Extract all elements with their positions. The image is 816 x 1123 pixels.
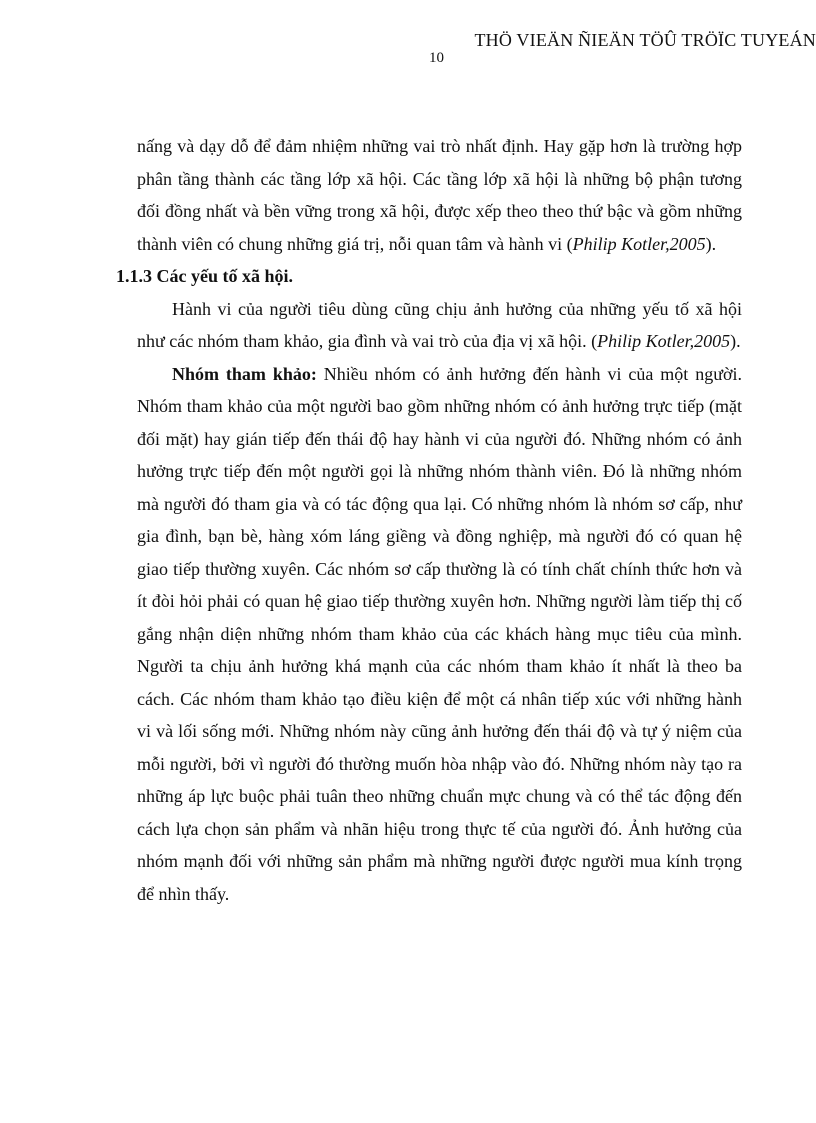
term-reference-groups: Nhóm tham khảo: xyxy=(172,363,317,384)
page-header-title: THÖ VIEÄN ÑIEÄN TÖÛ TRÖÏC TUYEÁN xyxy=(474,30,816,50)
page-number: 10 xyxy=(429,50,444,66)
body-text xyxy=(116,130,742,910)
citation: Philip Kotler,2005 xyxy=(597,331,731,351)
paragraph-text: Nhiều nhóm có ảnh hưởng đến hành vi của một người. Nhóm tham khảo của một người bao gồm những nhóm có ảnh hưởng trực tiếp (mặt đối mặt) hay gián tiếp đến thái độ hay hành vi của người đó. Những nhóm có ảnh hưởng trực tiếp đến một người gọi là những nhóm thành viên. Đó là những nhóm mà người đó tham gia và có tác động qua lại. Có những nhóm là nhóm sơ cấp, như gia đình, bạn bè, hàng xóm láng giềng và đồng nghiệp, mà người đó có quan hệ giao tiếp thường xuyên. Các nhóm sơ cấp thường là có tính chất chính thức hơn và ít đòi hỏi phải có quan hệ giao tiếp thường xuyên hơn. Những người làm tiếp thị cố gắng nhận diện những nhóm tham khảo của các khách hàng mục tiêu của mình. Người ta chịu ảnh hưởng khá mạnh của các nhóm tham khảo ít nhất là theo ba cách. Các nhóm tham khảo tạo điều kiện để một cá nhân tiếp xúc với những hành vi và lối sống mới. Những nhóm này cũng ảnh hưởng đến thái độ và tự ý niệm của mỗi người, bởi vì người đó thường muốn hòa nhập vào đó. Những nhóm này tạo ra những áp lực buộc phải tuân theo những chuẩn mực chung và có thể tác động đến cách lựa chọn sản phẩm và nhãn hiệu trong thực tế của người đó. Ảnh hưởng của nhóm mạnh đối với những sản phẩm mà những người được người mua kính trọng để nhìn thấy. xyxy=(137,363,742,904)
paragraph-text: Hành vi của người tiêu dùng cũng chịu ảnh hưởng của những yếu tố xã hội như các nhóm tham khảo, gia đình và vai trò của địa vị xã hội. ( xyxy=(137,298,742,351)
paragraph-social-factors xyxy=(137,293,742,358)
paragraph-text: nấng và dạy dỗ để đảm nhiệm những vai trò nhất định. Hay gặp hơn là trường hợp phân tầng thành các tầng lớp xã hội. Các tầng lớp xã hội là những bộ phận tương đối đồng nhất và bền vững trong xã hội, được xếp theo theo thứ bậc và gồm những thành viên có chung những giá trị, nỗi quan tâm và hành vi ( xyxy=(137,136,742,254)
citation-close: ). xyxy=(705,233,717,254)
paragraph-reference-groups xyxy=(137,358,742,911)
citation: Philip Kotler,2005 xyxy=(572,233,706,254)
citation-close: ). xyxy=(730,331,741,351)
section-heading: 1.1.3 Các yếu tố xã hội. xyxy=(116,266,293,286)
paragraph-social-class xyxy=(137,130,742,260)
